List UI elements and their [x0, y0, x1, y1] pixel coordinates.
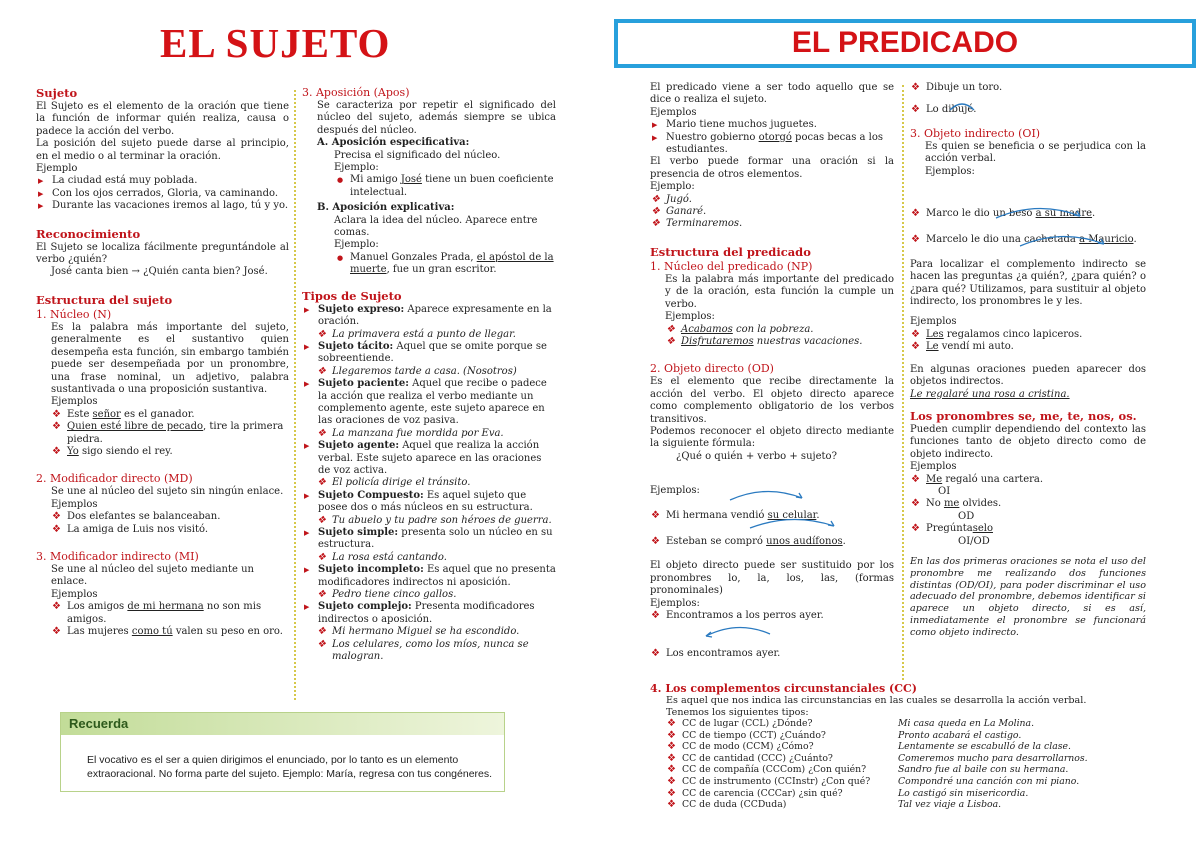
example-label: Ejemplo — [36, 163, 78, 175]
example-label: Ejemplo: — [334, 162, 379, 174]
example-label: Ejemplos — [650, 106, 697, 118]
estructura-predicado-heading: Estructura del predicado — [650, 244, 811, 259]
list-item: ▶ Nuestro gobierno otorgó pocas becas a los estudiantes. — [650, 132, 894, 157]
list-item: ❖ CC de instrumento (CCInstr) ¿Con qué? — [666, 776, 898, 788]
cc-types-intro: Tenemos los siguientes tipos: — [666, 706, 809, 718]
list-item: ● Manuel Gonzales Prada, el apóstol de la muerte, fue un gran escritor. — [334, 252, 556, 277]
aposicion-text: Se caracteriza por repetir el significado del núcleo del sujeto, además siempre se ubica después del núcleo. — [317, 100, 556, 136]
cc-example-list — [898, 718, 1118, 811]
list-item: ❖ CC de cantidad (CCC) ¿Cuánto? — [666, 753, 898, 765]
column-divider — [902, 85, 904, 680]
list-item: ▶ Sujeto incompleto: Es aquel que no presenta modificadores indirectos ni aposición. — [302, 564, 556, 589]
list-item: ❖ Ganaré. — [650, 206, 894, 218]
mi-title: 3. Modificador indirecto (MI) — [36, 549, 199, 563]
oi-arc-arrow — [1018, 232, 1108, 248]
od-text: Es el elemento que recibe directamente la acción del verbo. El objeto directo aparece como complemento obligatorio de los verbos transitivos. — [650, 376, 894, 425]
example-label: Ejemplos: — [925, 165, 975, 177]
od-title: 2. Objeto directo (OD) — [650, 362, 774, 376]
aposicion-a-title: A. Aposición especificativa: — [317, 137, 470, 149]
aposicion-b-examples — [302, 252, 556, 277]
sujeto-examples — [36, 175, 289, 212]
list-item: ▶ Sujeto Compuesto: Es aquel sujeto que posee dos o más núcleos en su estructura. — [302, 490, 556, 515]
list-item: ❖ Los celulares, como los míos, nunca se malogran. — [316, 639, 556, 664]
od-arc-arrow — [748, 516, 838, 530]
list-item: ▶ Sujeto tácito: Aquel que se omite porque se sobreentiende. — [302, 341, 556, 366]
cc-type-list — [666, 718, 898, 811]
list-item: ● Mi amigo José tiene un buen coeficiente intelectual. — [334, 174, 556, 199]
list-item: ❖ Marco le dio un beso a su madre. — [910, 208, 1146, 220]
od-pronoun-text: El objeto directo puede ser sustituido por los pronombres lo, la, los, las, (formas pronominales) — [650, 560, 894, 597]
list-item: ❖ Dos elefantes se balanceaban. — [51, 511, 289, 523]
pronombres-examples — [910, 474, 1146, 548]
example-label: Ejemplos: — [650, 485, 700, 497]
list-item: Lentamente se escabulló de la clase. — [898, 741, 1071, 753]
np-text: Es la palabra más importante del predicado y de la oración, esta función la cumple un verbo. — [665, 273, 894, 310]
cc-title: 4. Los complementos circunstanciales (CC) — [650, 682, 917, 695]
reconocimiento-heading: Reconocimiento — [36, 226, 141, 241]
list-item: ❖ Pregúntaselo — [910, 523, 1146, 535]
list-item: ❖ Terminaremos. — [650, 218, 894, 230]
oi-double-example: Le regalaré una rosa a cristina. — [910, 388, 1070, 400]
list-item: ▶ Sujeto simple: presenta solo un núcleo en su estructura. — [302, 527, 556, 552]
list-item: ▶ Sujeto expreso: Aparece expresamente en la oración. — [302, 304, 556, 329]
right-page-title: EL PREDICADO — [614, 19, 1196, 68]
md-title: 2. Modificador directo (MD) — [36, 472, 193, 486]
cc-section — [650, 682, 1150, 811]
list-item: Compondré una canción con mi piano. — [898, 775, 1080, 787]
list-item: Sandro fue al baile con su hermana. — [898, 764, 1069, 776]
list-item: ❖ Llegaremos tarde a casa. (Nosotros) — [316, 366, 556, 378]
list-item: ❖ Yo sigo siendo el rey. — [51, 446, 289, 458]
mi-text: Se une al núcleo del sujeto mediante un enlace. — [51, 563, 254, 588]
sujeto-definition: El Sujeto es el elemento de la oración que tiene la función de informar quién realiza, causa o padece la acción del verbo. — [36, 101, 289, 137]
pronombres-heading: Los pronombres se, me, te, nos, os. — [910, 408, 1137, 423]
md-examples — [36, 511, 289, 536]
list-item: ❖ CC de lugar (CCL) ¿Dónde? — [666, 718, 898, 730]
list-item: ❖ Quien esté libre de pecado, tire la primera piedra. — [51, 421, 289, 446]
list-item: ▶ Con los ojos cerrados, Gloria, va caminando. — [36, 188, 289, 200]
list-item: Comeremos mucho para desarrollarnos. — [898, 752, 1088, 764]
list-item: ❖ Esteban se compró unos audífonos. — [650, 536, 894, 548]
grammar-tag: OD — [958, 510, 975, 522]
nucleo-title: 1. Núcleo (N) — [36, 307, 112, 321]
list-item: ❖ Mi hermano Miguel se ha escondido. — [316, 626, 556, 638]
list-item: Mi casa queda en La Molina. — [898, 718, 1035, 729]
predicado-verb-text: El verbo puede formar una oración si la presencia de otros elementos. — [650, 156, 894, 180]
cc-table — [650, 718, 1150, 811]
list-item: ❖ Encontramos a los perros ayer. — [650, 610, 894, 622]
list-item: ❖ Los amigos de mi hermana no son mis amigos. — [51, 601, 289, 626]
list-item: ❖ CC de duda (CCDuda) — [666, 799, 898, 811]
oi-double-text: En algunas oraciones pueden aparecer dos objetos indirectos. — [910, 363, 1146, 388]
nucleo-text: Es la palabra más importante del sujeto, generalmente es el sustantivo quien desempeña esta función, sin embargo también puede ser desempeñada por un pronombre, una frase nominal, un adjetivo, palabra sustantivada o una proposición sustantiva. — [51, 321, 289, 395]
md-text: Se une al núcleo del sujeto sin ningún enlace. — [51, 486, 284, 498]
list-item: ❖ Le vendí mi auto. — [910, 341, 1146, 353]
grammar-tag: OI — [938, 485, 951, 497]
list-item: ❖ Las mujeres como tú valen su peso en oro. — [51, 626, 289, 638]
list-item: ❖ Acabamos con la pobreza. — [665, 324, 894, 336]
list-item: ❖ La rosa está cantando. — [316, 552, 556, 564]
aposicion-a-examples — [302, 174, 556, 199]
list-item: ▶ Sujeto agente: Aquel que realiza la acción verbal. Este sujeto aparece en las oraciones de voz activa. — [302, 440, 556, 477]
reconocimiento-example: José canta bien → ¿Quién canta bien? José. — [51, 266, 268, 278]
pronombres-text: Pueden cumplir dependiendo del contexto las funciones tanto de objeto directo como de objeto indirecto. — [910, 423, 1146, 460]
pronombres-explanation: En las dos primeras oraciones se nota el uso del pronombre me realizando dos funciones distintas (OD/OI), para poder discriminar el uso adecuado del pronombre, debemos identificar si aparece un objeto directo, si es así, inmediatamente el pronombre se funcionará como objeto indirecto. — [910, 555, 1146, 638]
list-item: ❖ Disfrutaremos nuestras vacaciones. — [665, 336, 894, 348]
estructura-sujeto-heading: Estructura del sujeto — [36, 292, 173, 307]
example-label: Ejemplos: — [665, 311, 715, 323]
aposicion-title: 3. Aposición (Apos) — [302, 86, 410, 99]
list-item: ❖ Tu abuelo y tu padre son héroes de guerra. — [316, 515, 556, 527]
example-label: Ejemplo: — [334, 239, 379, 251]
list-item: ❖ No me olvides. — [910, 498, 1146, 510]
list-item: ❖ Les regalamos cinco lapiceros. — [910, 329, 1146, 341]
tipos-list — [302, 304, 556, 664]
oi-title: 3. Objeto indirecto (OI) — [910, 126, 1041, 140]
list-item: ❖ CC de modo (CCM) ¿Cómo? — [666, 741, 898, 753]
list-item: ❖ Dibuje un toro. — [910, 82, 1146, 94]
list-item: ❖ Este señor es el ganador. — [51, 409, 289, 421]
column-divider — [294, 90, 296, 700]
list-item: ❖ Me regaló una cartera. — [910, 474, 1146, 486]
od-pronoun-continued — [910, 82, 1146, 117]
mi-examples — [36, 601, 289, 638]
list-item: ▶ Durante las vacaciones iremos al lago, tú y yo. — [36, 200, 289, 212]
list-item: ❖ Jugó. — [650, 194, 894, 206]
od-arc-arrow — [704, 624, 774, 638]
recuerda-box — [60, 712, 505, 792]
sujeto-heading: Sujeto — [36, 86, 78, 100]
od-formula-intro: Podemos reconocer el objeto directo mediante la siguiente fórmula: — [650, 425, 894, 450]
aposicion-tipos-column — [302, 80, 556, 663]
sujeto-column — [36, 80, 289, 638]
list-item: ❖ La primavera está a punto de llegar. — [316, 329, 556, 341]
list-item: Lo castigó sin misericordia. — [898, 787, 1029, 799]
oi-pronoun-examples — [910, 329, 1146, 354]
np-examples — [650, 324, 894, 349]
example-label: Ejemplos — [51, 498, 98, 510]
left-page-title: EL SUJETO — [160, 20, 391, 66]
list-item: Pronto acabará el castigo. — [898, 729, 1022, 741]
np-title: 1. Núcleo del predicado (NP) — [650, 259, 813, 273]
grammar-tag: OI/OD — [958, 535, 990, 547]
od-arc-arrow — [728, 488, 808, 502]
aposicion-b-text: Aclara la idea del núcleo. Aparece entre comas. — [334, 214, 538, 239]
list-item: ▶ Mario tiene muchos juguetes. — [650, 119, 894, 131]
predicado-column — [650, 82, 894, 661]
cc-text: Es aquel que nos indica las circunstancias en las cuales se desarrolla la acción verbal. — [666, 695, 1087, 706]
oi-questions-text: Para localizar el complemento indirecto se hacen las preguntas ¿a quién?, ¿para quién? o ¿para qué? Utilizamos, para sustituir al objeto indirecto, los pronombres le y les. — [910, 258, 1146, 308]
list-item: ❖ CC de tiempo (CCT) ¿Cuándo? — [666, 730, 898, 742]
list-item: ❖ Marcelo le dio una cachetada a Mauricio. — [910, 234, 1146, 246]
predicado-examples — [650, 119, 894, 156]
oi-arc-arrow — [994, 204, 1084, 220]
list-item: ▶ Sujeto paciente: Aquel que recibe o padece la acción que realiza el verbo mediante un complemento agente, este sujeto aparece en las oraciones de voz pasiva. — [302, 378, 556, 428]
tipos-heading: Tipos de Sujeto — [302, 288, 402, 303]
list-item: ❖ La amiga de Luis nos visitó. — [51, 524, 289, 536]
predicado-definition: El predicado viene a ser todo aquello que se dice o realiza el sujeto. — [650, 82, 894, 106]
example-label: Ejemplos — [51, 396, 98, 408]
list-item: ▶ Sujeto complejo: Presenta modificadores indirectos o aposición. — [302, 601, 556, 626]
oi-text: Es quien se beneficia o se perjudica con la acción verbal. — [925, 140, 1146, 165]
list-item: Tal vez viaje a Lisboa. — [898, 799, 1002, 811]
example-label: Ejemplos — [910, 316, 957, 328]
nucleo-examples — [36, 409, 289, 459]
example-label: Ejemplos — [910, 461, 957, 473]
list-item: ▶ La ciudad está muy poblada. — [36, 175, 289, 187]
example-label: Ejemplo: — [650, 181, 695, 193]
recuerda-text: El vocativo es el ser a quien dirigimos el enunciado, por lo tanto es un elemento extraoracional. No forma parte del sujeto. Ejemplo: María, regresa con tus congéneres. — [87, 754, 493, 780]
objeto-indirecto-column — [910, 82, 1146, 639]
list-item: ❖ La manzana fue mordida por Eva. — [316, 428, 556, 440]
list-item: ❖ Los encontramos ayer. — [650, 648, 894, 660]
recuerda-label: Recuerda — [61, 713, 504, 735]
sujeto-position: La posición del sujeto puede darse al principio, en el medio o al terminar la oración. — [36, 138, 289, 162]
od-formula: ¿Qué o quién + verbo + sujeto? — [676, 450, 837, 462]
example-label: Ejemplos: — [650, 597, 700, 609]
list-item: ❖ Pedro tiene cinco gallos. — [316, 589, 556, 601]
list-item: ❖ El policía dirige el tránsito. — [316, 477, 556, 489]
example-label: Ejemplos — [51, 588, 98, 600]
list-item: ❖ Lo dibujé. — [910, 104, 1146, 116]
od-arc-arrow — [948, 100, 978, 112]
list-item: ❖ CC de compañía (CCCom) ¿Con quién? — [666, 764, 898, 776]
list-item: ❖ Mi hermana vendió su celular. — [650, 510, 894, 522]
list-item: ❖ CC de carencia (CCCar) ¿sin qué? — [666, 788, 898, 800]
reconocimiento-text: El Sujeto se localiza fácilmente preguntándole al verbo ¿quién? — [36, 241, 289, 266]
aposicion-b-title: B. Aposición explicativa: — [317, 202, 455, 214]
aposicion-a-text: Precisa el significado del núcleo. — [334, 149, 501, 161]
verb-examples — [650, 194, 894, 231]
